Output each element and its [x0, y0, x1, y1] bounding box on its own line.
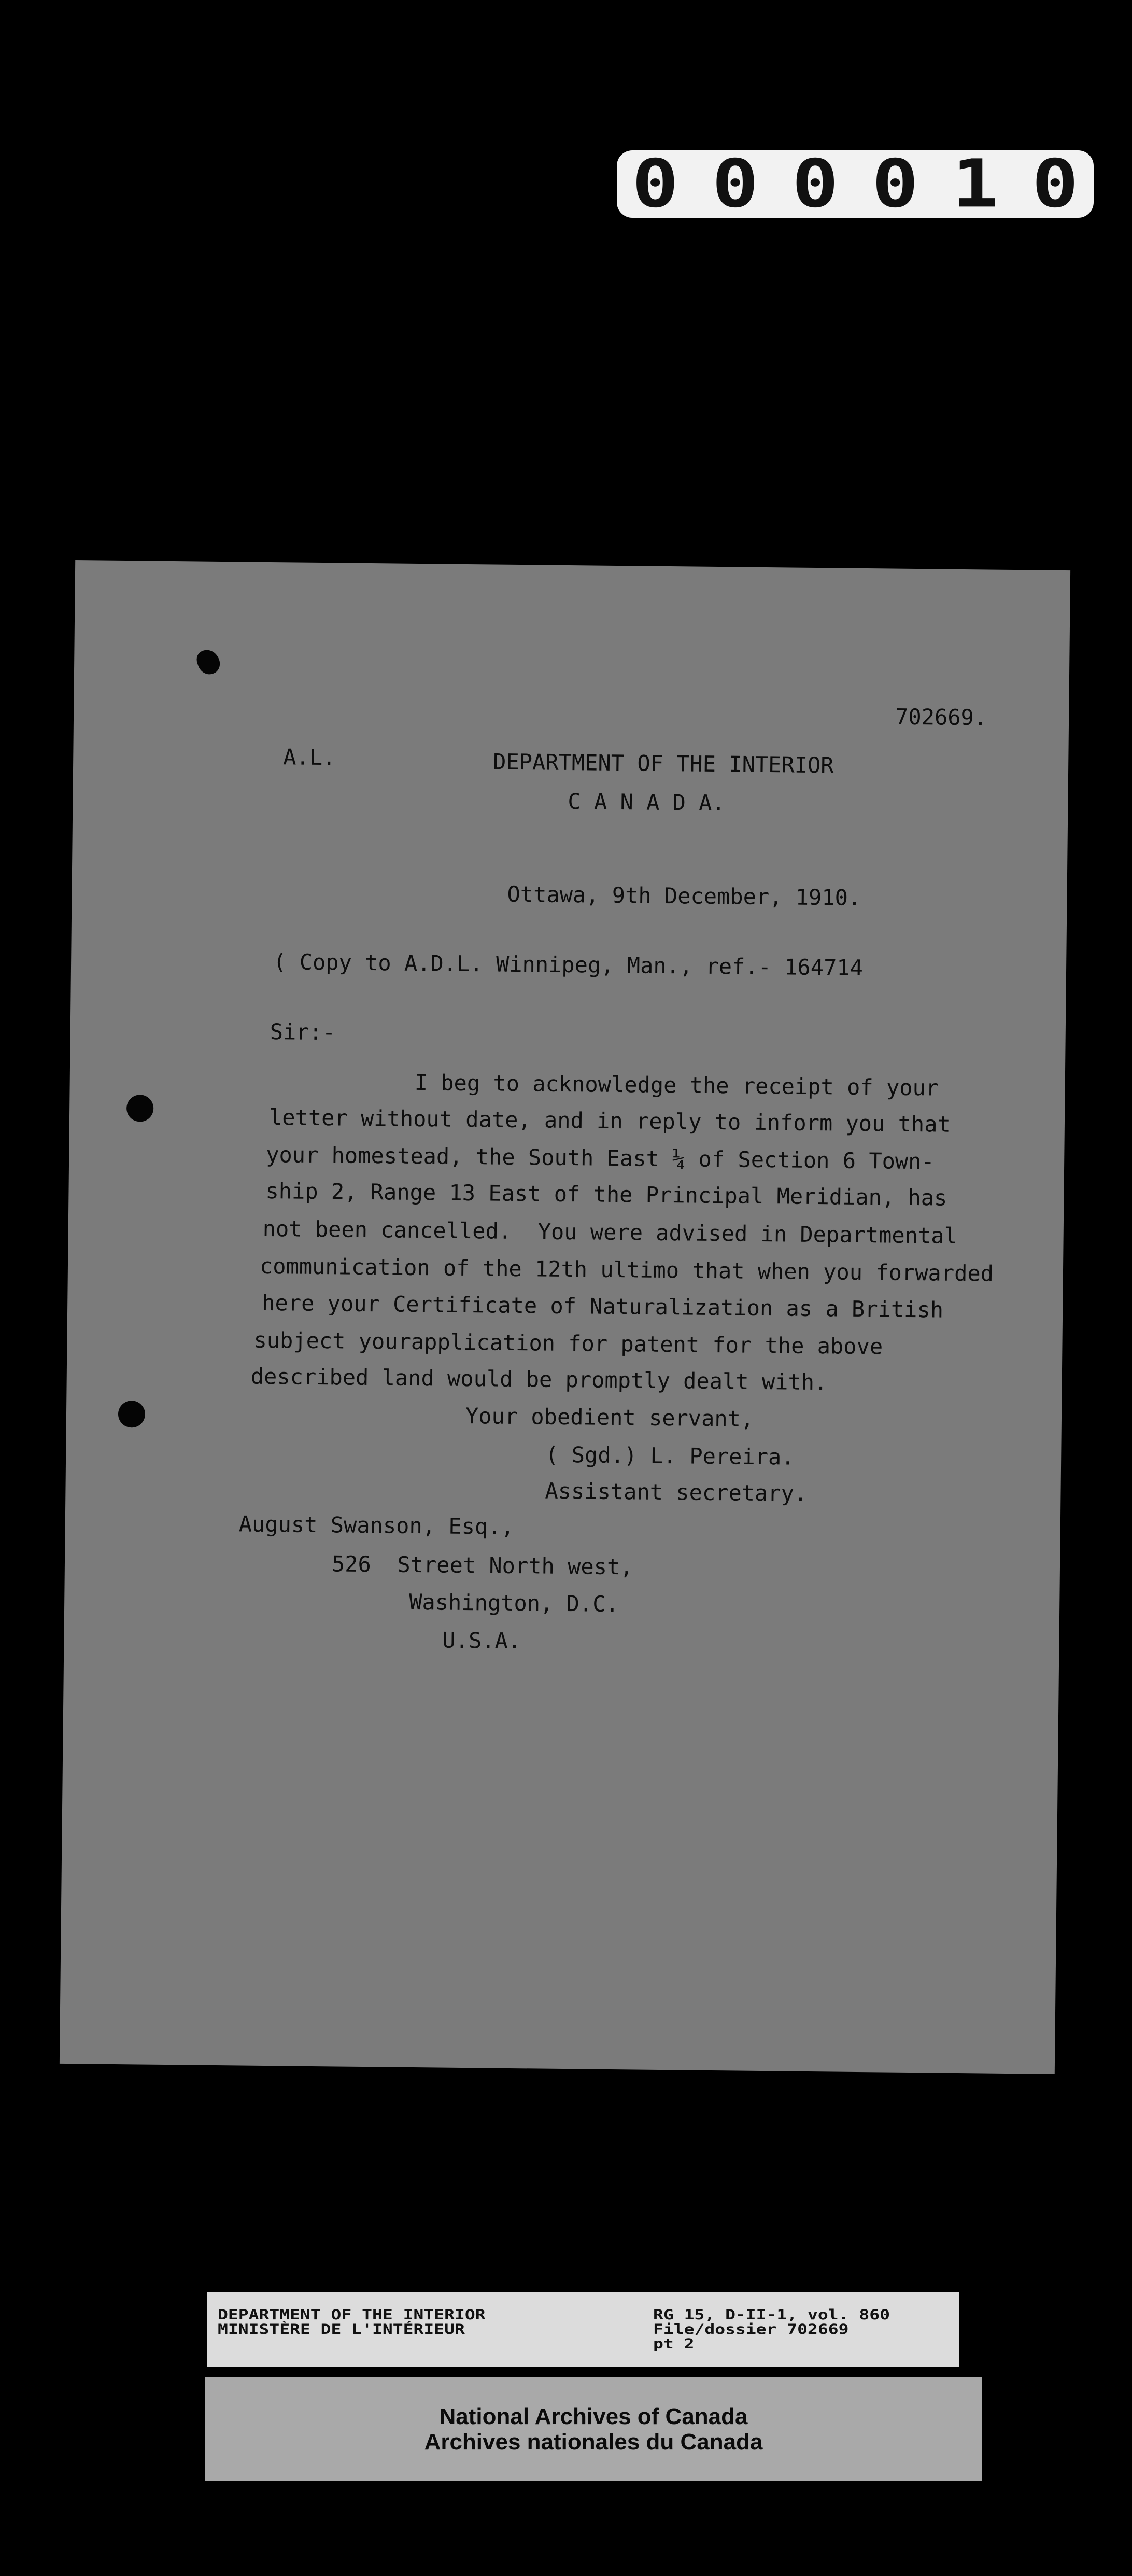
frame-number: 000010	[632, 146, 1112, 222]
body-line: not been cancelled. You were advised in Departmental	[262, 1215, 958, 1249]
letter-page	[60, 560, 1070, 2074]
department-heading: DEPARTMENT OF THE INTERIOR	[492, 749, 834, 778]
dept-fr: MINISTÈRE DE L'INTÉRIEUR	[218, 2320, 465, 2337]
file-number: 702669.	[895, 704, 987, 731]
signer-title: Assistant secretary.	[545, 1478, 808, 1506]
body-line: letter without date, and in reply to inform you that	[268, 1104, 951, 1137]
body-line: I beg to acknowledge the receipt of your	[414, 1069, 939, 1101]
archive-part: pt 2	[653, 2335, 695, 2352]
dept-en: DEPARTMENT OF THE INTERIOR	[218, 2306, 486, 2323]
body-line: communication of the 12th ultimo that when you forwarded	[259, 1253, 994, 1286]
closing: Your obedient servant,	[465, 1403, 754, 1432]
date-line: Ottawa, 9th December, 1910.	[507, 881, 861, 911]
frame-number-strip	[617, 146, 1112, 222]
archives-name-label	[205, 2377, 982, 2481]
body-line: described land would be promptly dealt with.	[250, 1363, 828, 1395]
address-line: August Swanson, Esq.,	[238, 1511, 515, 1539]
body-line: here your Certificate of Naturalization as a British	[262, 1290, 944, 1323]
signature: ( Sgd.) L. Pereira.	[545, 1441, 795, 1470]
address-line: Washington, D.C.	[408, 1589, 619, 1617]
ink-mark	[194, 647, 223, 677]
address-line: 526 Street North west,	[331, 1551, 633, 1580]
body-line: ship 2, Range 13 East of the Principal Meridian, has	[265, 1178, 947, 1211]
salutation: Sir:-	[270, 1019, 336, 1045]
punch-hole-top	[126, 1095, 154, 1122]
archive-file: File/dossier 702669	[653, 2320, 849, 2337]
body-line: subject yourapplication for patent for the above	[253, 1327, 883, 1360]
initials: A.L.	[283, 744, 336, 771]
archives-name-fr: Archives nationales du Canada	[424, 2429, 763, 2455]
punch-hole-bottom	[118, 1401, 146, 1428]
country-heading: C A N A D A.	[568, 789, 726, 816]
archive-reference-label	[207, 2292, 959, 2367]
archives-name-en: National Archives of Canada	[439, 2403, 748, 2429]
archive-ref: RG 15, D-II-1, vol. 860	[653, 2306, 890, 2323]
address-line: U.S.A.	[442, 1627, 521, 1654]
body-line: your homestead, the South East ¼ of Section 6 Town-	[265, 1141, 935, 1174]
copy-line: ( Copy to A.D.L. Winnipeg, Man., ref.- 164714	[273, 949, 864, 981]
